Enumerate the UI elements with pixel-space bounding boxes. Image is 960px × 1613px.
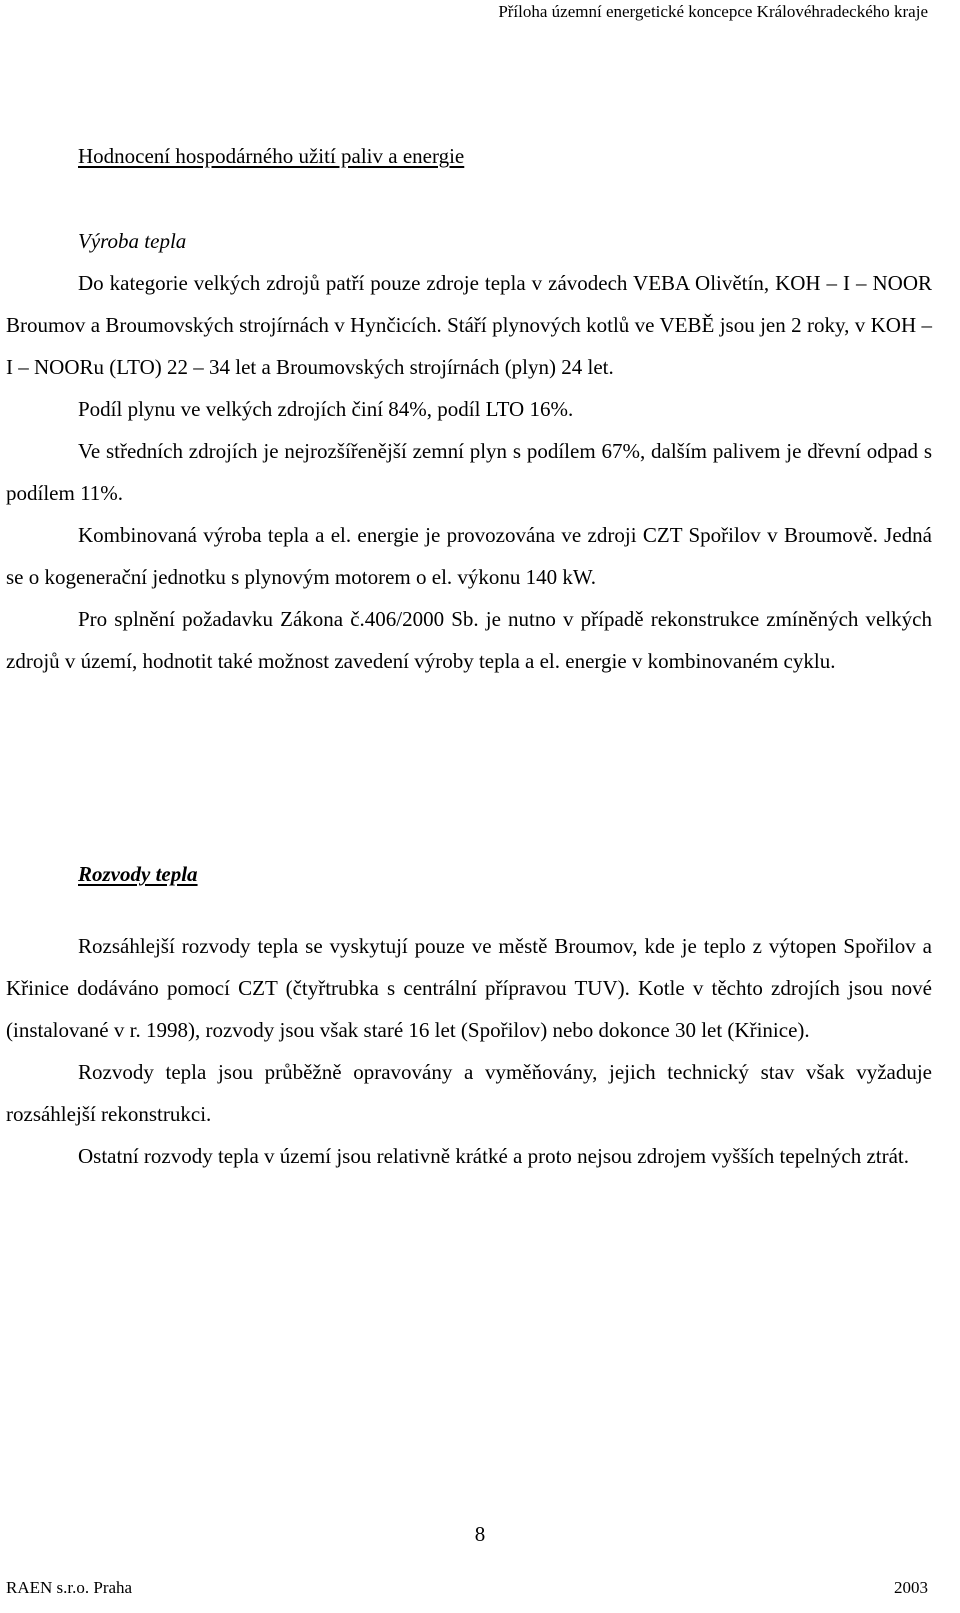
paragraph-medium-sources: Ve středních zdrojích je nejrozšířenější zemní plyn s podílem 67%, dalším palivem je dřevní odpad s podílem 11%. (6, 439, 932, 505)
paragraph-district-heating: Rozsáhlejší rozvody tepla se vyskytují pouze ve městě Broumov, kde je teplo z výtopen Spořilov a Křinice dodáváno pomocí CZT (čtyřtrubka s centrální přípravou TUV). Kotle v těchto zdrojích jsou nové (instalované v r. 1998), rozvody jsou však staré 16 let (Spořilov) nebo dokonce 30 let (Křinice). (6, 934, 932, 1042)
paragraph-large-sources: Do kategorie velkých zdrojů patří pouze zdroje tepla v závodech VEBA Olivětín, KOH – I – NOOR Broumov a Broumovských strojírnách v Hynčicích. Stáří plynových kotlů ve VEBĚ jsou jen 2 roky, v KOH – I – NOORu (LTO) 22 – 34 let a Broumovských strojírnách (plyn) 24 let. (6, 271, 932, 379)
vyroba-tepla-text (6, 262, 932, 682)
subheading-vyroba-tepla: Výroba tepla (78, 229, 187, 253)
page-number: 8 (474, 1522, 486, 1546)
subheading-rozvody-tepla (78, 861, 198, 887)
paragraph-gas-share: Podíl plynu ve velkých zdrojích činí 84%, podíl LTO 16%. (78, 397, 574, 421)
paragraph-law-requirement: Pro splnění požadavku Zákona č.406/2000 Sb. je nutno v případě rekonstrukce zmíněných velkých zdrojů v území, hodnotit také možnost zavedení výroby tepla a el. energie v kombinovaném cyklu. (6, 607, 932, 673)
footer-year: 2003 (894, 1578, 928, 1597)
footer-company: RAEN s.r.o. Praha (6, 1578, 133, 1597)
rozvody-tepla-text (6, 925, 932, 1177)
running-header: Příloha územní energetické koncepce Královéhradeckého kraje (498, 2, 928, 21)
section-title: Hodnocení hospodárného užití paliv a energie (78, 144, 465, 168)
paragraph-repairs: Rozvody tepla jsou průběžně opravovány a vyměňovány, jejich technický stav však vyžaduje rozsáhlejší rekonstrukci. (6, 1060, 932, 1126)
subheading-rozvody-tepla-text: Rozvody tepla (78, 862, 198, 886)
paragraph-cogeneration: Kombinovaná výroba tepla a el. energie je provozována ve zdroji CZT Spořilov v Broumově. Jedná se o kogenerační jednotku s plynovým motorem o el. výkonu 140 kW. (6, 523, 932, 589)
paragraph-other-distribution: Ostatní rozvody tepla v území jsou relativně krátké a proto nejsou zdrojem vyšších tepelných ztrát. (78, 1144, 909, 1168)
